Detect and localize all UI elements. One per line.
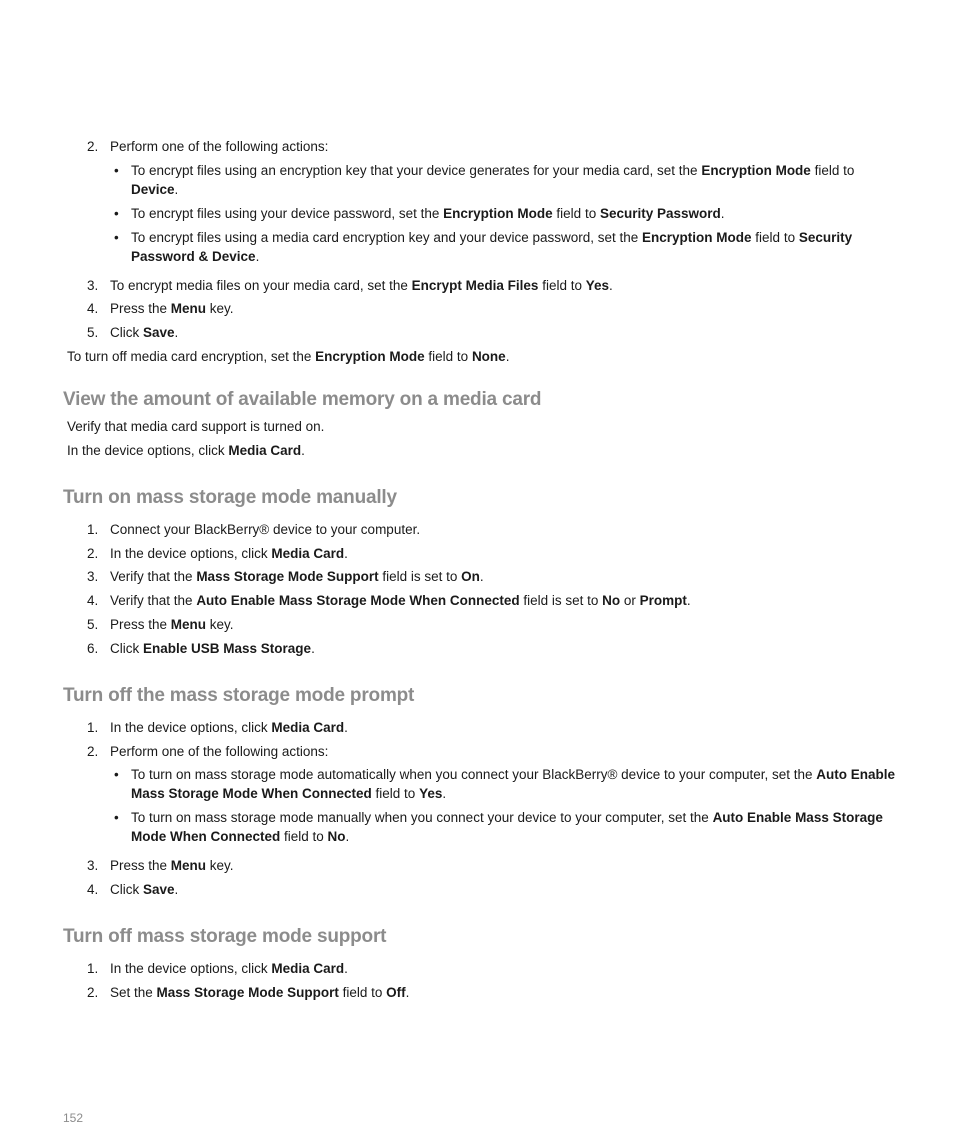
bullet-icon: • [114, 810, 119, 825]
bullet-icon: • [114, 230, 119, 245]
section-heading-support-off: Turn off mass storage mode support [63, 926, 387, 947]
section-heading-prompt-off: Turn off the mass storage mode prompt [63, 685, 415, 706]
bullet-icon: • [114, 163, 119, 178]
page-number: 152 [63, 1111, 84, 1125]
section-heading-mass-storage-on: Turn on mass storage mode manually [63, 487, 397, 508]
document-page: 2. Perform one of the following actions: • To encrypt files using an encryption key that your device generates for your media card, set the Encryption Mode field to Device. • To encrypt files using your device password, set the Encryption Mode field to Security Password. • To encrypt files using a media card encryption key and your device password, set the Encryption Mode field to Security Password & Device. 3. To encrypt media files on your media card, set the Encrypt Media Files field to Yes. 4. Press the Menu key. 5. Click Save. To turn off media card encryption, set the Encryption Mode field to None. View the amount of available memory on a media card Verify that media card support is turned on. In the device options, click Media Card. Turn on mass storage mode manually 1. Connect your BlackBerry® device to your computer. 2. In the device options, click Media Card. 3. Verify that the Mass Storage Mode Support field is set to On. 4. Verify that the Auto Enable Mass Storage Mode When Connected field is set to No or Prompt. 5. Press the Menu key. 6. Click Enable USB Mass Storage. Turn off the mass storage mode prompt 1. In the device options, click Media Card. 2. Perform one of the following actions: • To turn on mass storage mode automatically when you connect your BlackBerry® device to your computer, set the Auto Enable Mass Storage Mode When Connected field to Yes. • To turn on mass storage mode manually when you connect your device to your computer, set the Auto Enable Mass Storage Mode When Connected field to No. 3. Press the Menu key. 4. Click Save. Turn off mass storage mode support 1. In the device options, click Media Card. 2. Set the Mass Storage Mode Support field to Off. 152 [63, 139, 896, 1125]
bullet-icon: • [114, 767, 119, 782]
bullet-icon: • [114, 206, 119, 221]
section-heading-view-memory: View the amount of available memory on a media card [63, 389, 542, 410]
